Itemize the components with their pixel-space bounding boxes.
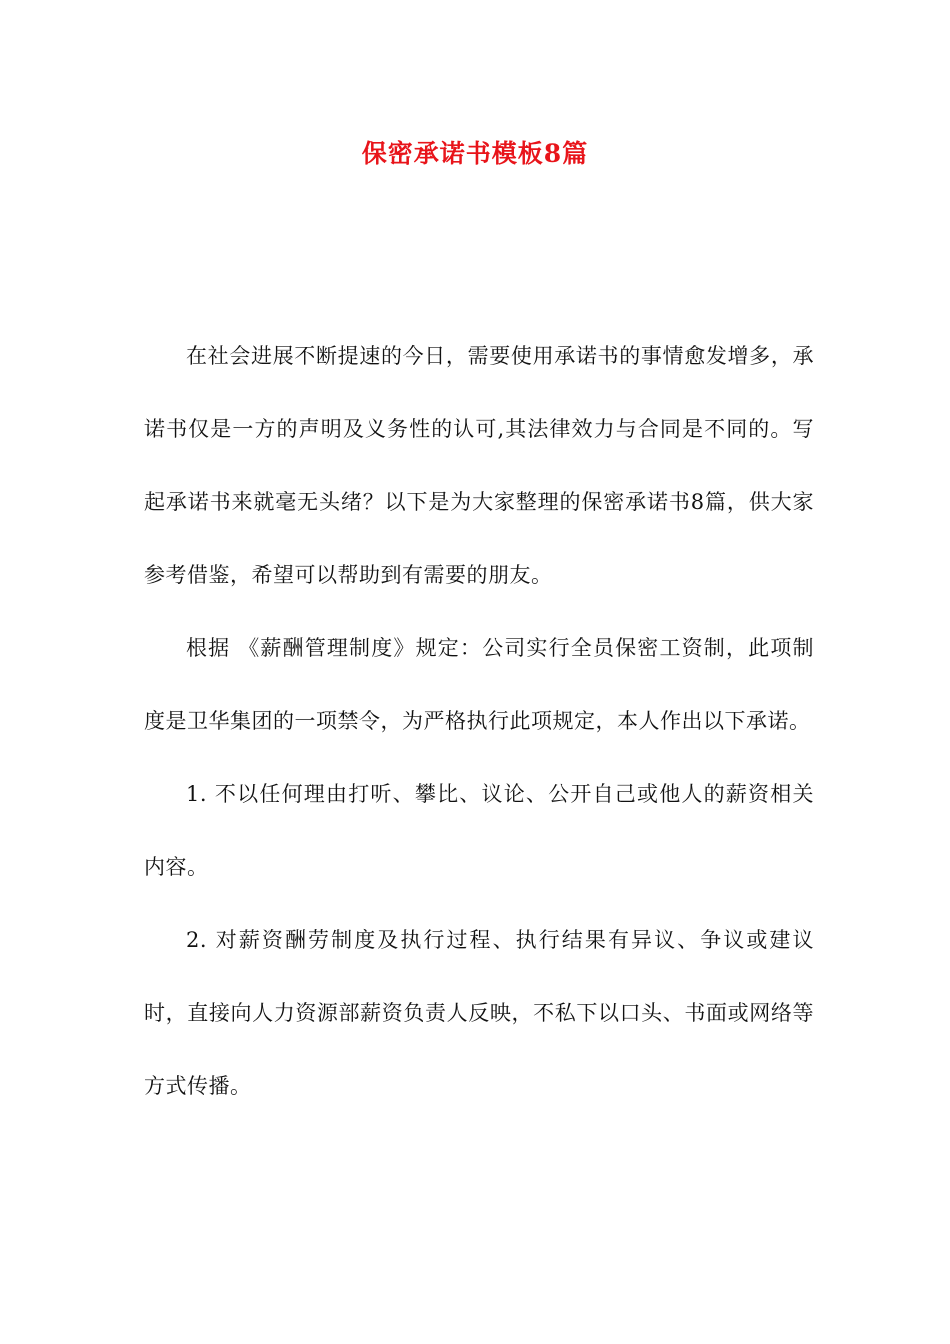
- document-body: [144, 320, 814, 1123]
- paragraph-intro: 在社会进展不断提速的今日，需要使用承诺书的事情愈发增多，承诺书仅是一方的声明及义务性的认可,其法律效力与合同是不同的。写起承诺书来就毫无头绪？以下是为大家整理的保密承诺书8篇，供大家参考借鉴，希望可以帮助到有需要的朋友。: [144, 344, 814, 587]
- document-title: 保密承诺书模板8篇: [361, 139, 589, 168]
- paragraph-item-1: 1. 不以任何理由打听、攀比、议论、公开自己或他人的薪资相关内容。: [144, 782, 814, 879]
- paragraph-item-2: 2. 对薪资酬劳制度及执行过程、执行结果有异议、争议或建议时，直接向人力资源部薪资负责人反映，不私下以口头、书面或网络等方式传播。: [144, 928, 814, 1098]
- paragraph-regulation: 根据 《薪酬管理制度》规定：公司实行全员保密工资制，此项制度是卫华集团的一项禁令，为严格执行此项规定，本人作出以下承诺。: [144, 636, 814, 733]
